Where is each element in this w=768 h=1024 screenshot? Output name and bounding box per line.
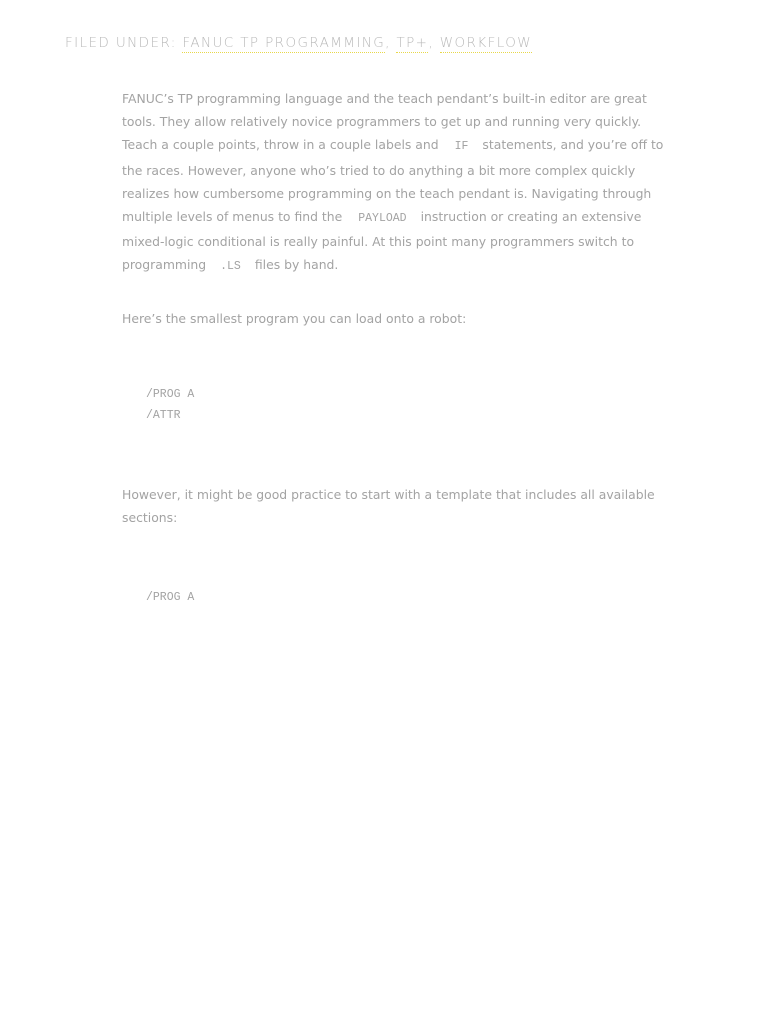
inline-code-ls: .LS bbox=[220, 260, 241, 274]
tag-link-workflow[interactable]: WORKFLOW bbox=[439, 35, 532, 51]
filed-under-label: FILED UNDER: bbox=[65, 35, 177, 51]
intro-text-4: files by hand. bbox=[254, 257, 339, 273]
filed-under-line bbox=[65, 35, 532, 51]
tag-separator: , bbox=[385, 35, 391, 51]
code-line: /PROG A bbox=[146, 591, 195, 604]
intro-paragraph bbox=[122, 87, 678, 279]
tag-link-fanuc-tp-programming[interactable]: FANUC TP PROGRAMMING bbox=[182, 35, 386, 51]
inline-code-if: IF bbox=[454, 140, 469, 154]
intro-text-2: statements, and you’re off to the races. However, anyone who’s tried to do anything a bit more complex quickly realizes how cumbersome programming on the teach pendant is. Navigating through multiple levels of menus to find the bbox=[122, 137, 664, 225]
intro-text-1: FANUC’s TP programming language and the teach pendant’s built-in editor are great tools. They allow relatively novice programmers to get up and running very quickly. Teach a couple points, throw in a couple labels and bbox=[122, 91, 647, 153]
smallest-program-paragraph: Here’s the smallest program you can load onto a robot: bbox=[122, 310, 467, 326]
code-block-smallest-program bbox=[146, 385, 194, 426]
tag-link-tp-plus[interactable]: TP+ bbox=[396, 35, 429, 51]
code-line: /ATTR bbox=[146, 408, 181, 422]
tag-separator: , bbox=[428, 35, 435, 51]
inline-code-payload: PAYLOAD bbox=[358, 212, 407, 226]
template-paragraph: However, it might be good practice to start with a template that includes all available sections: bbox=[122, 487, 655, 526]
code-line: /PROG A bbox=[146, 388, 195, 401]
code-block-template bbox=[146, 588, 194, 609]
article-body bbox=[122, 87, 678, 330]
intro-text-3: instruction or creating an extensive mixed-logic conditional is really painful. At this point many programmers switch to programming bbox=[122, 209, 642, 273]
